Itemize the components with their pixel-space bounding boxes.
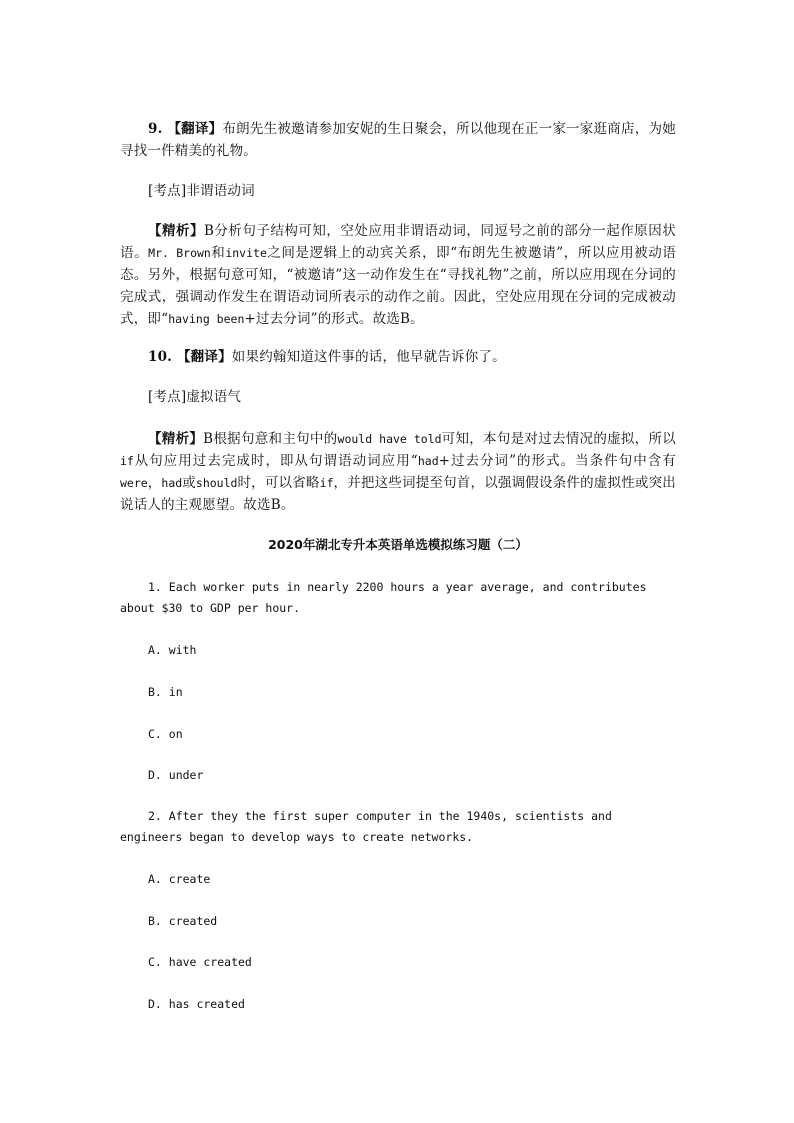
q10-analysis-tag: 【精析】 [148,431,204,447]
q9-point: [考点]非谓语动词 [148,183,255,199]
q10-analysis-had: had [417,454,439,468]
q9-analysis-having: having been [168,312,245,326]
question-2-option-d: D. has created [148,997,245,1011]
question-2-option-c: C. have created [148,955,252,969]
q9-analysis-invite: invite [225,246,267,260]
q9-analysis-mr: Mr. Brown [148,246,211,260]
q9-translation-tag: 9. 【翻译】 [148,121,223,137]
q10-analysis-text-2: 可知，本句是对过去情况的虚拟，所以 [441,431,677,447]
q10-point: [考点]虚拟语气 [148,389,242,405]
q10-analysis-text-4: +过去分词”的形式。当条件句中含有 [438,453,676,469]
q10-analysis [120,428,676,516]
question-1-option-a: A. with [148,643,197,657]
q10-analysis-should: should [195,476,238,490]
q9-translation-text: 布朗先生被邀请参加安妮的生日聚会，所以他现在正一家一家逛商店，为她寻找一件精美的礼物。 [120,121,676,159]
q10-analysis-were: were [120,476,148,490]
q10-analysis-if: if [120,454,134,468]
q9-analysis-text-2: 之间是逻辑上的动宾关系，即“布朗先生被邀请”，所以应用被动语态。另外，根据句意可知，“被邀请”这一动作发生在“寻找礼物”之前，所以应用现在分词的完成式，强调动作发生在谓语动词所表示的动作之前。因此，空处应用现在分词的完成被动式，即“ [120,245,677,327]
question-2-stem: 2. After they the first super computer in the 1940s, scientists and engineers began to develop ways to create networks. [120,809,612,844]
q10-analysis-had2: had [161,476,183,490]
q10-analysis-if2: if [319,476,334,490]
question-1-stem: 1. Each worker puts in nearly 2200 hours a year average, and contributes about $30 to GDP per hour. [120,580,647,615]
q9-analysis-text-3: +过去分词”的形式。故选B。 [244,311,424,327]
q9-analysis [120,220,676,330]
q9-analysis-tag: 【精析】 [148,223,204,239]
q10-analysis-text-8: ，并把这些词提至句首，以强调假设条件的虚拟性或突出说话人的主观愿望。故选B。 [120,475,676,513]
q10-analysis-would: would have told [337,432,442,446]
question-2-option-a: A. create [148,872,211,886]
q10-analysis-text-7: 时，可以省略 [237,475,320,491]
question-1-option-b: B. in [148,685,183,699]
q9-analysis-and: 和 [210,245,226,261]
q10-translation-tag: 10. 【翻译】 [148,349,232,365]
q9-analysis-text-1: B分析句子结构可知，空处应用非谓语动词，同逗号之前的部分一起作原因状语。 [120,223,676,261]
q10-analysis-text-5: ， [147,475,162,491]
question-1-option-c: C. on [148,727,183,741]
section-title: 2020年湖北专升本英语单选模拟练习题（二） [268,537,528,552]
q10-translation-text: 如果约翰知道这件事的话，他早就告诉你了。 [231,349,506,365]
q9-translation [120,118,676,162]
q10-analysis-text-1: B根据句意和主句中的 [203,431,338,447]
q10-analysis-text-6: 或 [182,475,196,491]
question-1-option-d: D. under [148,768,204,782]
q10-translation [120,346,676,368]
q10-analysis-text-3: 从句应用过去完成时，即从句谓语动词应用“ [133,453,418,469]
question-2-option-b: B. created [148,914,218,928]
